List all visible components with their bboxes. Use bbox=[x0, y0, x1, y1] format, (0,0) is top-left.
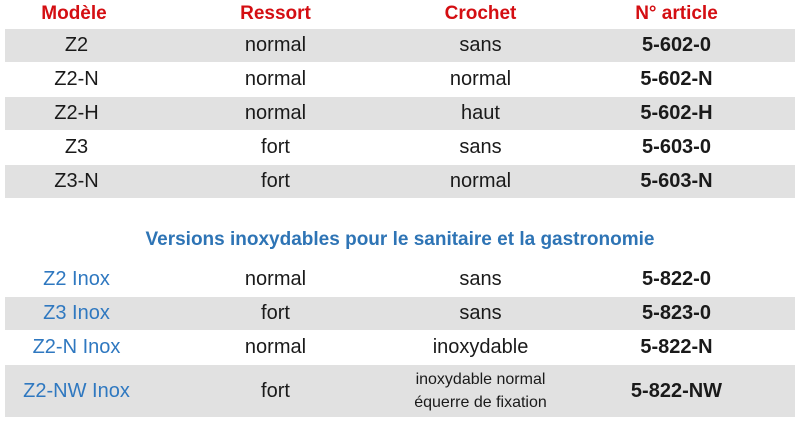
spring-cell: normal bbox=[244, 102, 307, 124]
hook-cell: sans bbox=[459, 302, 502, 324]
model-cell: Z2-H bbox=[54, 102, 99, 124]
inox-section-title: Versions inoxydables pour le sanitaire et la gastronomie bbox=[145, 229, 655, 250]
header-spring: Ressort bbox=[240, 2, 311, 24]
table-row bbox=[5, 63, 795, 97]
article-cell: 5-822-N bbox=[640, 336, 713, 358]
article-cell: 5-603-N bbox=[640, 170, 713, 192]
hook-cell: normal bbox=[449, 68, 512, 90]
table-row bbox=[5, 29, 795, 63]
header-hook: Crochet bbox=[444, 2, 517, 24]
table-row bbox=[5, 131, 795, 165]
hook-cell: inoxydable bbox=[432, 336, 529, 358]
spring-cell: normal bbox=[244, 268, 307, 290]
table-header bbox=[0, 0, 800, 27]
table-row bbox=[5, 297, 795, 331]
model-cell: Z2 Inox bbox=[43, 268, 110, 290]
table-row bbox=[5, 331, 795, 365]
header-article: N° article bbox=[635, 2, 718, 24]
header-model: Modèle bbox=[41, 2, 107, 24]
article-cell: 5-823-0 bbox=[642, 302, 711, 324]
standard-table bbox=[5, 29, 795, 199]
article-cell: 5-602-0 bbox=[642, 34, 711, 56]
model-cell: Z3 bbox=[64, 136, 89, 158]
table-row bbox=[5, 263, 795, 297]
model-cell: Z2-N Inox bbox=[32, 336, 121, 358]
hook-line-2: équerre de fixation bbox=[414, 394, 547, 411]
spring-cell: normal bbox=[244, 34, 307, 56]
hook-cell: sans bbox=[459, 34, 502, 56]
model-cell: Z3 Inox bbox=[43, 302, 110, 324]
model-cell: Z2 bbox=[64, 34, 89, 56]
spring-cell: fort bbox=[261, 379, 290, 402]
hook-cell: normal bbox=[449, 170, 512, 192]
table-row bbox=[5, 165, 795, 199]
article-cell: 5-822-NW bbox=[630, 379, 723, 402]
article-cell: 5-603-0 bbox=[642, 136, 711, 158]
hook-cell: sans bbox=[459, 136, 502, 158]
model-cell: Z3-N bbox=[54, 170, 99, 192]
model-cell: Z2-N bbox=[54, 68, 99, 90]
spring-cell: fort bbox=[261, 136, 290, 158]
spring-cell: fort bbox=[261, 170, 290, 192]
hook-cell bbox=[403, 368, 558, 414]
spring-cell: normal bbox=[244, 336, 307, 358]
table-row bbox=[5, 97, 795, 131]
hook-cell: haut bbox=[461, 102, 500, 124]
model-cell: Z2-NW Inox bbox=[23, 379, 130, 402]
hook-line-1: inoxydable normal bbox=[415, 371, 546, 388]
article-cell: 5-602-H bbox=[640, 102, 713, 124]
spring-cell: normal bbox=[244, 68, 307, 90]
hook-cell: sans bbox=[459, 268, 502, 290]
spring-cell: fort bbox=[261, 302, 290, 324]
article-cell: 5-602-N bbox=[640, 68, 713, 90]
article-cell: 5-822-0 bbox=[642, 268, 711, 290]
inox-table bbox=[5, 263, 795, 418]
table-row bbox=[5, 365, 795, 418]
